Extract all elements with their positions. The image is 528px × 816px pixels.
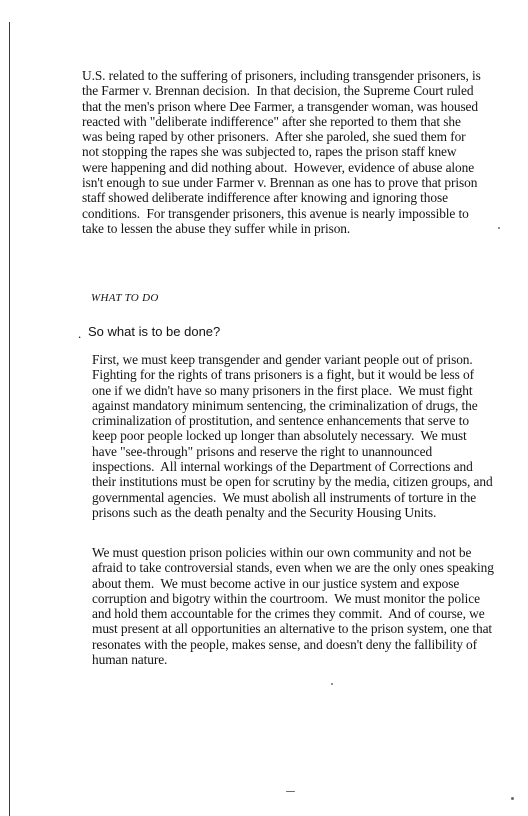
- scan-edge-line: [9, 22, 10, 816]
- text-line: afraid to take controversial stands, even when we are the only ones speaking: [92, 560, 494, 576]
- scan-speck: [331, 683, 333, 685]
- paragraph-community-action: [92, 545, 494, 667]
- text-line: the Farmer v. Brennan decision. In that decision, the Supreme Court ruled: [82, 83, 474, 99]
- text-line: not stopping the rapes she was subjected to, rapes the prison staff knew: [82, 144, 457, 160]
- section-heading: WHAT TO DO: [91, 292, 159, 304]
- text-line: prisons such as the death penalty and the Security Housing Units.: [92, 504, 437, 520]
- text-line: and hold them accountable for the crimes they commit. And of course, we: [92, 606, 485, 622]
- text-line: inspections. All internal workings of the Department of Corrections and: [92, 459, 473, 475]
- text-line: isn't enough to sue under Farmer v. Brennan as one has to prove that prison: [82, 175, 478, 191]
- paragraph-keep-out-of-prison: [92, 352, 493, 520]
- scan-speck: [286, 791, 295, 792]
- text-line: human nature.: [92, 652, 168, 668]
- text-line: corruption and bigotry within the courtroom. We must monitor the police: [92, 590, 480, 606]
- text-line: was being raped by other prisoners. After she paroled, she sued them for: [82, 129, 466, 145]
- text-line: one if we didn't have so many prisoners in the first place. We must fight: [92, 382, 473, 398]
- text-line: their institutions must be open for scrutiny by the media, citizen groups, and: [92, 474, 493, 490]
- text-line: U.S. related to the suffering of prisoners, including transgender prisoners, is: [82, 68, 481, 83]
- text-line: have "see-through" prisons and reserve the right to unannounced: [92, 443, 433, 459]
- stray-mark: .: [78, 326, 82, 341]
- text-line: First, we must keep transgender and gender variant people out of prison.: [92, 352, 473, 367]
- text-line: Fighting for the rights of trans prisoners is a fight, but it would be less of: [92, 367, 474, 383]
- text-line: conditions. For transgender prisoners, this avenue is nearly impossible to: [82, 205, 469, 221]
- text-line: against mandatory minimum sentencing, the criminalization of drugs, the: [92, 397, 478, 413]
- text-line: take to lessen the abuse they suffer while in prison.: [82, 220, 351, 236]
- text-line: about them. We must become active in our justice system and expose: [92, 575, 460, 591]
- text-line: were happening and did nothing about. However, evidence of abuse alone: [82, 159, 475, 175]
- text-line: We must question prison policies within our own community and not be: [92, 545, 472, 560]
- scan-speck: [498, 227, 500, 229]
- text-line: resonates with the people, makes sense, and doesn't deny the fallibility of: [92, 636, 478, 652]
- text-line: staff showed deliberate indifference after knowing and ignoring those: [82, 190, 448, 206]
- text-line: governmental agencies. We must abolish all instruments of torture in the: [92, 489, 477, 505]
- section-question: So what is to be done?: [88, 324, 221, 339]
- text-line: keep poor people locked up longer than absolutely necessary. We must: [92, 428, 467, 444]
- text-line: that the men's prison where Dee Farmer, a transgender woman, was housed: [82, 98, 478, 114]
- text-line: criminalization of prostitution, and sentence enhancements that serve to: [92, 413, 469, 429]
- paragraph-farmer-v-brennan: [82, 68, 481, 236]
- text-line: must present at all opportunities an alternative to the prison system, one that: [92, 621, 493, 637]
- text-line: reacted with "deliberate indifference" after she reported to them that she: [82, 113, 461, 129]
- scan-speck: [511, 797, 514, 800]
